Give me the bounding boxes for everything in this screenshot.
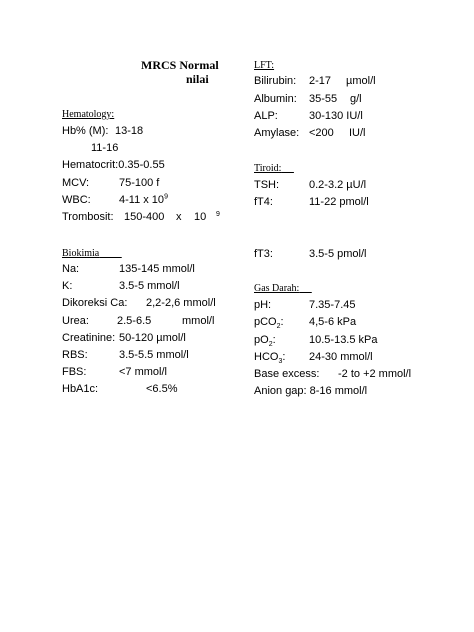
trombosit-times: x	[176, 211, 182, 223]
creatinine-value: 50-120 µmol/l	[119, 332, 186, 344]
creatinine-label: Creatinine:	[62, 332, 116, 344]
anion-gap-row: Anion gap: 8-16 mmol/l	[254, 385, 368, 397]
alp-value: 30-130 IU/l	[309, 110, 363, 122]
albumin-label: Albumin:	[254, 93, 297, 105]
tiroid-heading: Tiroid:	[254, 163, 282, 174]
ca-label: Dikoreksi Ca:	[62, 297, 128, 309]
trombosit-ten: 10	[194, 211, 207, 223]
urea-value: 2.5-6.5	[117, 315, 152, 327]
pco2-label: pCO$_2$:	[254, 316, 284, 331]
fbs-label: FBS:	[62, 366, 87, 378]
ft3-value: 3.5-5 pmol/l	[309, 248, 367, 260]
gas-darah-heading: Gas Darah:	[254, 283, 300, 294]
trombosit-value: 150-400	[124, 211, 165, 223]
k-value: 3.5-5 mmol/l	[119, 280, 180, 292]
wbc-value: 4-11 x $10^9$	[119, 193, 168, 206]
po2-label: $pO_2$:	[254, 334, 276, 349]
ca-value: 2,2-2,6 mmol/l	[146, 297, 216, 309]
mcv-value: 75-100 f	[119, 177, 160, 189]
ft3-label: fT3:	[254, 248, 273, 260]
hematology-heading: Hematology:	[62, 109, 115, 120]
urea-label: Urea:	[62, 315, 89, 327]
k-label: K:	[62, 280, 73, 292]
bilirubin-unit: µmol/l	[346, 75, 376, 87]
trombosit-label: Trombosit:	[62, 211, 114, 223]
alp-label: ALP:	[254, 110, 278, 122]
wbc-label: WBC:	[62, 194, 91, 206]
ph-label: pH:	[254, 299, 272, 311]
bilirubin-label: Bilirubin:	[254, 75, 297, 87]
hematocrit-row: Hematocrit:0.35-0.55	[62, 159, 165, 171]
document-title: MRCS Normal	[141, 58, 219, 72]
pco2-value: 4,5-6 kPa	[309, 316, 357, 328]
urea-unit: mmol/l	[182, 315, 215, 327]
albumin-value: 35-55	[309, 93, 338, 105]
wbc-exponent: 9	[164, 193, 168, 201]
mcv-label: MCV:	[62, 177, 90, 189]
amylase-value: <200	[309, 127, 334, 139]
base-excess-label: Base excess:	[254, 368, 320, 380]
hco3-value: 24-30 mmol/l	[309, 351, 373, 363]
amylase-unit: IU/l	[349, 127, 366, 139]
ft4-label: fT4:	[254, 196, 273, 208]
biokimia-heading: Biokimia	[62, 248, 100, 259]
po2-value: 10.5-13.5 kPa	[309, 334, 378, 346]
hb-female-value: 11-16	[91, 142, 119, 154]
hb-male-value: 13-18	[115, 125, 144, 137]
rbs-label: RBS:	[62, 349, 88, 361]
hco3-label: $HCO_3$:	[254, 351, 286, 366]
lft-heading: LFT:	[254, 60, 275, 71]
fbs-value: <7 mmol/l	[119, 366, 167, 378]
document-title-line2: nilai	[186, 72, 209, 86]
hba1c-value: <6.5%	[146, 383, 178, 395]
hb-label: Hb% (M):	[62, 125, 109, 137]
hba1c-label: HbA1c:	[62, 383, 99, 395]
na-value: 135-145 mmol/l	[119, 263, 195, 275]
bilirubin-value: 2-17	[309, 75, 332, 87]
rbs-value: 3.5-5.5 mmol/l	[119, 349, 189, 361]
ft4-value: 11-22 pmol/l	[309, 196, 369, 208]
tsh-label: TSH:	[254, 179, 280, 191]
ph-value: 7.35-7.45	[309, 299, 356, 311]
base-excess-value: -2 to +2 mmol/l	[338, 368, 412, 380]
albumin-unit: g/l	[350, 93, 362, 105]
trombosit-exponent: 9	[216, 211, 220, 218]
na-label: Na:	[62, 263, 80, 275]
tsh-value: 0.2-3.2 µU/l	[309, 179, 367, 191]
amylase-label: Amylase:	[254, 127, 300, 139]
